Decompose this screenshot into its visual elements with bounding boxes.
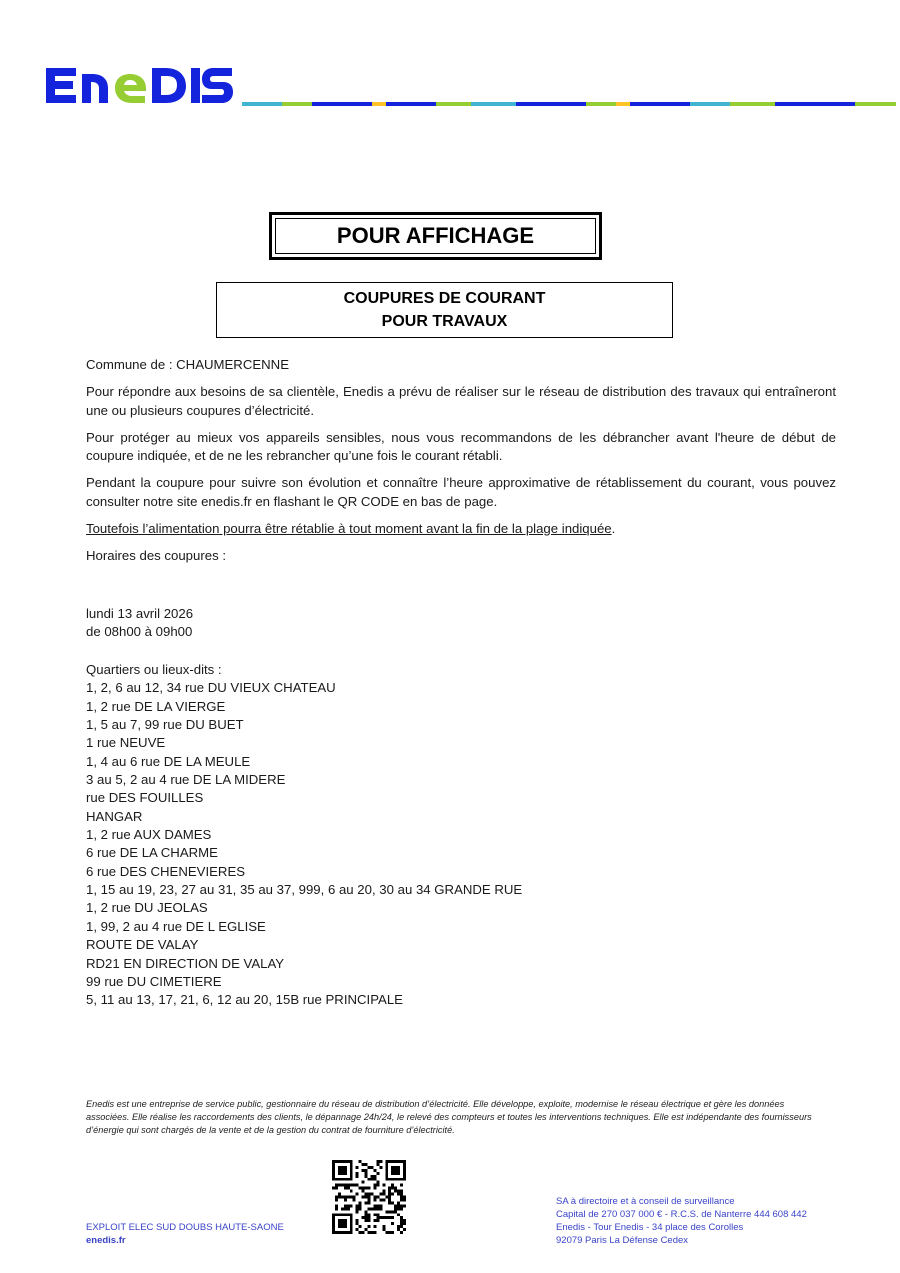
stripe-segment (586, 102, 616, 106)
coupures-title-line2: POUR TRAVAUX (381, 313, 508, 330)
commune-line: Commune de : CHAUMERCENNE (86, 357, 289, 372)
enedis-disclaimer: Enedis est une entreprise de service public, gestionnaire du réseau de distribution d’électricité. Elle développe, exploite, modernise le réseau électrique et gère les données associées. Elle réalise les raccordements des clients, le dépannage 24h/24, le relevé des compteurs et toutes les interventions techniques. Elle est indépendante des fournisseurs d’énergie qui sont chargés de la vente et de la gestion du contrat de fourniture d’électricité. (86, 1099, 812, 1135)
horaires-label: Horaires des coupures : (86, 547, 227, 563)
place-item: 1, 99, 2 au 4 rue DE L EGLISE (86, 918, 266, 934)
paragraph-3: Pendant la coupure pour suivre son évolution et connaître l’heure approximative de rétablissement du courant, vous pouvez consulter notre site enedis.fr en flashant le QR CODE en bas de page. (86, 475, 836, 509)
place-item: 1, 15 au 19, 23, 27 au 31, 35 au 37, 999, 6 au 20, 30 au 34 GRANDE RUE (86, 882, 523, 898)
company-info (556, 1195, 807, 1247)
coupures-title-line1: COUPURES DE COURANT (343, 290, 546, 307)
place-item: 3 au 5, 2 au 4 rue DE LA MIDERE (86, 772, 286, 788)
company-info-line: Capital de 270 037 000 € - R.C.S. de Nanterre 444 608 442 (556, 1209, 807, 1220)
stripe-segment (312, 102, 372, 106)
place-item: 1, 2 rue DU JEOLAS (86, 900, 208, 916)
places-label: Quartiers ou lieux-dits : (86, 662, 222, 677)
paragraph-4-end: . (611, 520, 616, 536)
stripe-segment (855, 102, 896, 106)
stripe-segment (616, 102, 630, 106)
page-header (44, 64, 896, 112)
footer-left (86, 1221, 284, 1247)
place-item: 6 rue DE LA CHARME (86, 845, 218, 861)
place-item: 1, 2 rue AUX DAMES (86, 827, 212, 843)
outage-date: lundi 13 avril 2026 (86, 606, 194, 621)
stripe-segment (282, 102, 312, 106)
brand-stripe (242, 102, 896, 106)
stripe-segment (436, 102, 471, 106)
paragraph-4 (86, 520, 836, 539)
stripe-segment (386, 102, 436, 106)
coupures-title-box (216, 282, 673, 338)
stripe-segment (630, 102, 690, 106)
notice-body (86, 356, 836, 574)
place-item: HANGAR (86, 808, 143, 824)
place-item: 1, 4 au 6 rue DE LA MEULE (86, 753, 251, 769)
place-item: 6 rue DES CHENEVIERES (86, 863, 246, 879)
place-item: ROUTE DE VALAY (86, 937, 199, 953)
company-info-line: 92079 Paris La Défense Cedex (556, 1235, 689, 1246)
enedis-logo (44, 64, 234, 108)
place-item: 99 rue DU CIMETIERE (86, 973, 222, 989)
underlined-warning: Toutefois l’alimentation pourra être rétablie à tout moment avant la fin de la plage indiquée (86, 520, 612, 536)
schedule-block (86, 605, 193, 642)
company-info-line: Enedis - Tour Enedis - 34 place des Corolles (556, 1222, 744, 1233)
stripe-segment (242, 102, 282, 106)
place-item: RD21 EN DIRECTION DE VALAY (86, 955, 285, 971)
place-item: 1, 2, 6 au 12, 34 rue DU VIEUX CHATEAU (86, 680, 336, 696)
place-item: 1, 2 rue DE LA VIERGE (86, 698, 226, 714)
outage-time: de 08h00 à 09h00 (86, 624, 193, 640)
stripe-segment (372, 102, 386, 106)
places-list (86, 661, 522, 1010)
place-item: 1, 5 au 7, 99 rue DU BUET (86, 717, 244, 733)
place-item: rue DES FOUILLES (86, 790, 204, 806)
pour-affichage-title: POUR AFFICHAGE (275, 218, 596, 254)
stripe-segment (730, 102, 775, 106)
company-info-line: SA à directoire et à conseil de surveillance (556, 1196, 735, 1207)
stripe-segment (516, 102, 586, 106)
paragraph-1: Pour répondre aux besoins de sa clientèle, Enedis a prévu de réaliser sur le réseau de distribution des travaux qui entraîneront une ou plusieurs coupures d’électricité. (86, 384, 836, 418)
pour-affichage-box (269, 212, 602, 260)
stripe-segment (690, 102, 730, 106)
stripe-segment (775, 102, 855, 106)
paragraph-2: Pour protéger au mieux vos appareils sensibles, nous vous recommandons de les débrancher avant l'heure de début de coupure indiquée, et de ne les rebrancher qu’une fois le courant rétabli. (86, 429, 836, 463)
place-item: 5, 11 au 13, 17, 21, 6, 12 au 20, 15B rue PRINCIPALE (86, 992, 403, 1008)
exploit-unit: EXPLOIT ELEC SUD DOUBS HAUTE-SAONE (86, 1222, 284, 1233)
qr-code-icon (332, 1160, 406, 1234)
enedis-link[interactable]: enedis.fr (86, 1235, 126, 1246)
stripe-segment (471, 102, 516, 106)
place-item: 1 rue NEUVE (86, 735, 166, 751)
